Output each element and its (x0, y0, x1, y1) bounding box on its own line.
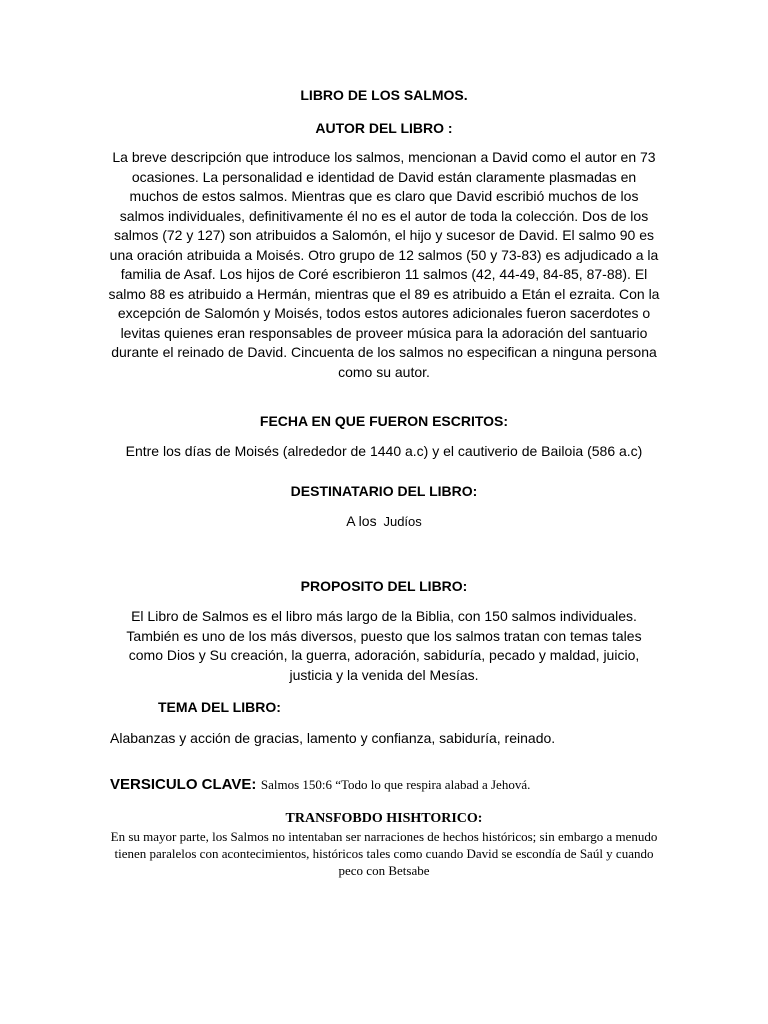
key-verse-text: Salmos 150:6 “Todo lo que respira alabad a Jehová. (260, 777, 531, 792)
date-paragraph: Entre los días de Moisés (alrededor de 1440 a.c) y el cautiverio de Bailoia (586 a.c) (125, 443, 643, 459)
theme-paragraph: Alabanzas y acción de gracias, lamento y confianza, sabiduría, reinado. (110, 730, 556, 746)
recipient-line (105, 512, 663, 532)
historical-heading: TRANSFOBDO HISHTORICO: (285, 811, 483, 826)
historical-paragraph: En su mayor parte, los Salmos no intentaban ser narraciones de hechos históricos; sin embargo a menudo tienen paralelos con acontecimientos, históricos tales como cuando David se escondía de Saúl y cuando peco con Betsabe (110, 829, 658, 878)
date-heading: FECHA EN QUE FUERON ESCRITOS: (259, 413, 509, 429)
key-verse-line (110, 776, 670, 794)
document-title: LIBRO DE LOS SALMOS. (300, 87, 468, 103)
theme-heading: TEMA DEL LIBRO: (158, 699, 281, 715)
recipient-value: Judíos (383, 514, 422, 529)
key-verse-label: VERSICULO CLAVE: (110, 776, 257, 793)
author-heading: AUTOR DEL LIBRO : (315, 120, 453, 136)
recipient-heading: DESTINATARIO DEL LIBRO: (290, 483, 478, 499)
author-paragraph: La breve descripción que introduce los salmos, mencionan a David como el autor en 73 ocasiones. La personalidad e identidad de David están claramente plasmadas en muchos de estos salmos. Mientras que es claro que David escribió muchos de los salmos individuales, definitivamente él no es el autor de toda la colección. Dos de los salmos (72 y 127) son atribuidos a Salomón, el hijo y sucesor de David. El salmo 90 es una oración atribuida a Moisés. Otro grupo de 12 salmos (50 y 73-83) es adjudicado a la familia de Asaf. Los hijos de Coré escribieron 11 salmos (42, 44-49, 84-85, 87-88). El salmo 88 es atribuido a Hermán, mientras que el 89 es atribuido a Etán el ezraita. Con la excepción de Salomón y Moisés, todos estos autores adicionales fueron sacerdotes o levitas quienes eran responsables de proveer música para la adoración del santuario durante el reinado de David. Cincuenta de los salmos no especifican a ninguna persona como su autor. (108, 149, 660, 380)
recipient-prefix: A los (346, 513, 377, 529)
purpose-heading: PROPOSITO DEL LIBRO: (300, 578, 468, 594)
purpose-paragraph: El Libro de Salmos es el libro más largo de la Biblia, con 150 salmos individuales. También es uno de los más diversos, puesto que los salmos tratan con temas tales como Dios y Su creación, la guerra, adoración, sabiduría, pecado y maldad, juicio, justicia y la venida del Mesías. (126, 608, 642, 683)
